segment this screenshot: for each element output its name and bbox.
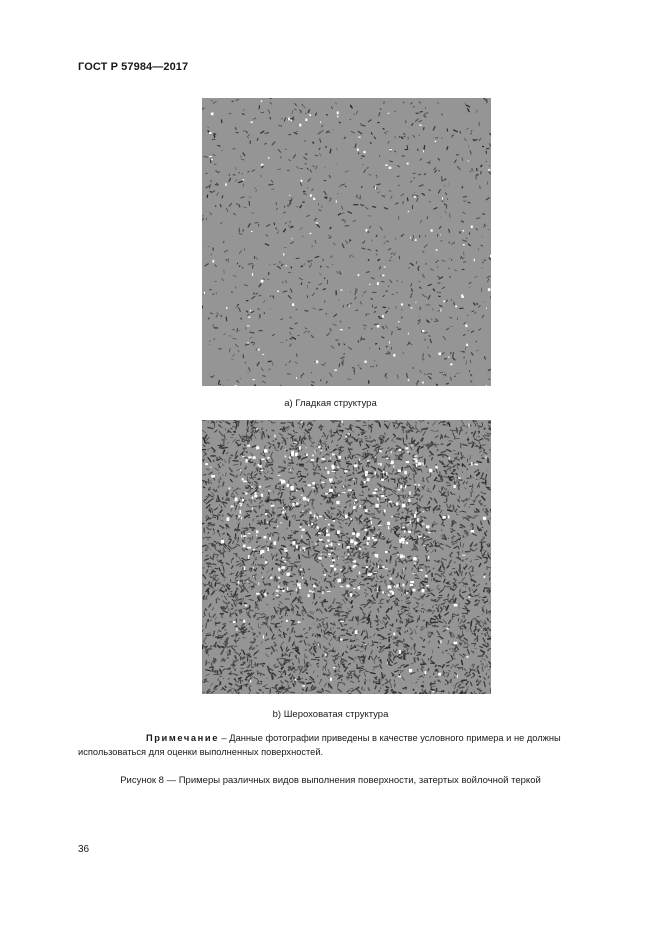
figure-note (78, 731, 578, 759)
note-label: Примечание (146, 733, 219, 743)
note-text: – Данные фотографии приведены в качестве условного примера и не должны использоваться для оценки выполненных поверхностей. (78, 733, 561, 757)
page-number: 36 (78, 844, 90, 855)
panel-b-caption: b) Шероховатая структура (272, 709, 389, 720)
smooth-surface-photo (202, 98, 491, 386)
figure-title: Рисунок 8 — Примеры различных видов выполнения поверхности, затертых войлочной теркой (120, 775, 541, 786)
rough-surface-photo (202, 420, 491, 694)
document-header: ГОСТ Р 57984—2017 (78, 61, 189, 73)
panel-a-caption: а) Гладкая структура (284, 398, 377, 409)
